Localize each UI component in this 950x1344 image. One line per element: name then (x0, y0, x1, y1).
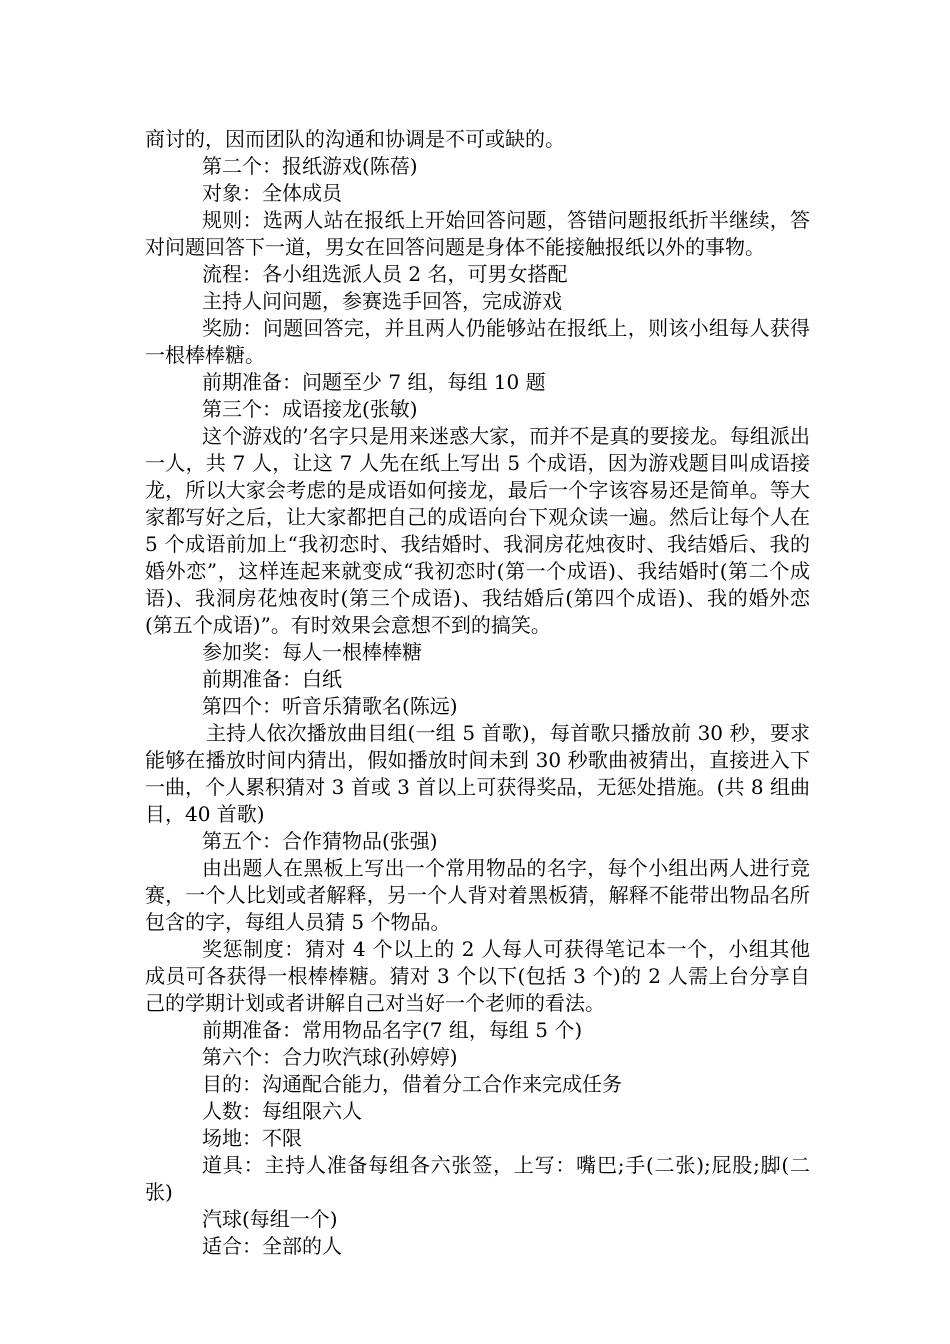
game-3-title: 第三个：成语接龙(张敏) (202, 397, 418, 421)
game-3-award: 参加奖：每人一根棒棒糖 (202, 640, 422, 664)
game-3-prep: 前期准备：白纸 (202, 667, 342, 691)
game-2-title: 第二个：报纸游戏(陈蓓) (202, 154, 418, 178)
game-4-description: 主持人依次播放曲目组(一组 5 首歌)，每首歌只播放前 30 秒，要求能够在播放时间内猜出，假如播放时间未到 30 秒歌曲被猜出，直接进入下一曲，个人累积猜对 3 首或 3 首以上可获得奖品，无惩处措施。(共 8 组曲目，40 首歌) (145, 721, 810, 826)
game-5-prep: 前期准备：常用物品名字(7 组，每组 5 个) (202, 1018, 583, 1042)
paragraph-intro: 商讨的，因而团队的沟通和协调是不可或缺的。 (145, 127, 565, 151)
game-6-props: 道具：主持人准备每组各六张签，上写：嘴巴;手(二张);屁股;脚(二张) (145, 1153, 810, 1204)
game-6-venue: 场地：不限 (202, 1126, 302, 1150)
game-5-description: 由出题人在黑板上写出一个常用物品的名字，每个小组出两人进行竞赛，一个人比划或者解释，另一个人背对着黑板猜，解释不能带出物品名所包含的字，每组人员猜 5 个物品。 (145, 856, 810, 934)
game-5-title: 第五个：合作猜物品(张强) (202, 829, 438, 853)
game-4-title: 第四个：听音乐猜歌名(陈远) (202, 694, 458, 718)
game-2-target: 对象：全体成员 (202, 181, 342, 205)
game-6-title: 第六个：合力吹汽球(孙婷婷) (202, 1045, 458, 1069)
game-2-reward: 奖励：问题回答完，并且两人仍能够站在报纸上，则该小组每人获得一根棒棒糖。 (145, 316, 810, 367)
game-6-headcount: 人数：每组限六人 (202, 1099, 362, 1123)
game-2-host: 主持人问问题，参赛选手回答，完成游戏 (202, 289, 562, 313)
game-6-suitable: 适合：全部的人 (202, 1234, 342, 1258)
game-2-process: 流程：各小组选派人员 2 名，可男女搭配 (202, 262, 568, 286)
game-3-description: 这个游戏的’名字只是用来迷惑大家，而并不是真的要接龙。每组派出一人，共 7 人，让这 7 人先在纸上写出 5 个成语，因为游戏题目叫成语接龙，所以大家会考虑的是成语如何接龙，最后一个字该容易还是简单。等大家都写好之后，让大家都把自己的成语向台下观众读一遍。然后让每个人在 5 个成语前加上“我初恋时、我结婚时、我洞房花烛夜时、我结婚后、我的婚外恋”，这样连起来就变成“我初恋时(第一个成语)、我结婚时(第二个成语)、我洞房花烛夜时(第三个成语)、我结婚后(第四个成语)、我的婚外恋(第五个成语)”。有时效果会意想不到的搞笑。 (145, 424, 810, 637)
game-5-rewards: 奖惩制度：猜对 4 个以上的 2 人每人可获得笔记本一个，小组其他成员可各获得一根棒棒糖。猜对 3 个以下(包括 3 个)的 2 人需上台分享自己的学期计划或者讲解自己对当好一个老师的看法。 (145, 937, 810, 1015)
game-2-rules: 规则：选两人站在报纸上开始回答问题，答错问题报纸折半继续，答对问题回答下一道，男女在回答问题是身体不能接触报纸以外的事物。 (145, 208, 810, 259)
game-6-balloon: 汽球(每组一个) (202, 1207, 338, 1231)
game-2-prep: 前期准备：问题至少 7 组，每组 10 题 (202, 370, 546, 394)
document-page (145, 126, 810, 1260)
game-6-purpose: 目的：沟通配合能力，借着分工合作来完成任务 (202, 1072, 622, 1096)
